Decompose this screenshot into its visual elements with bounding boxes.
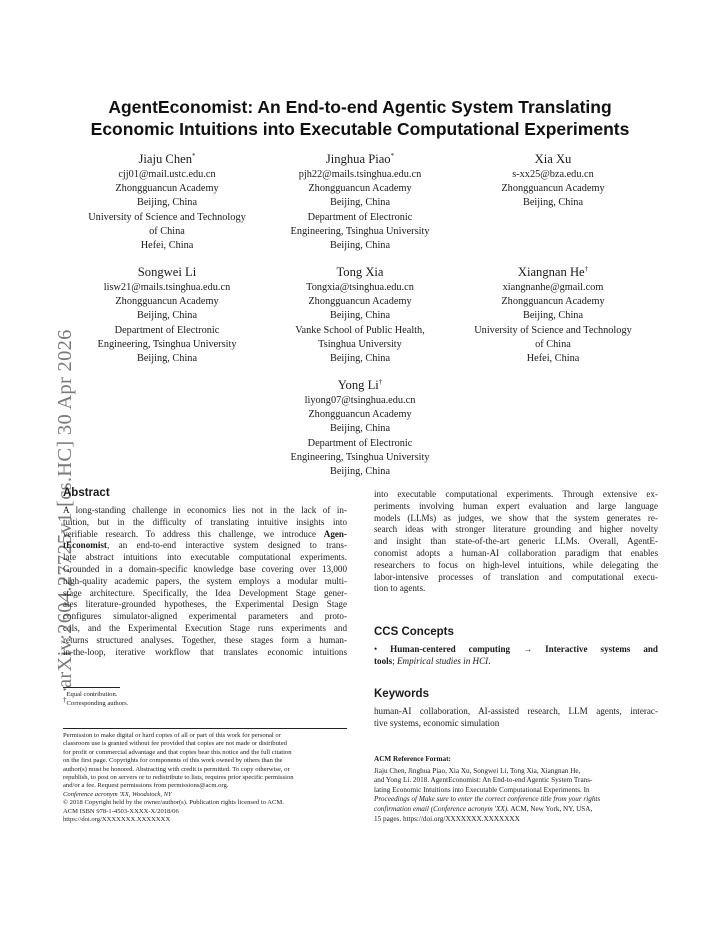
abstract-line: models (LLMs) as judges, we show that the system generates re- <box>374 512 658 523</box>
abstract-line: Grounded in a domain-specific knowledge base covering over 13,000 <box>63 563 347 574</box>
author-affiliation: Beijing, China <box>136 310 198 322</box>
author-name <box>72 151 262 168</box>
author-affiliation: Beijing, China <box>329 310 391 322</box>
author-affiliation: of China <box>149 225 185 237</box>
abstract-line: high-quality academic papers, the system employs a modular multi- <box>63 575 347 586</box>
author-name-text: Tong Xia <box>336 265 384 279</box>
author-affiliation: Department of Electronic <box>307 211 413 223</box>
author-email: cjj01@mail.ustc.edu.cn <box>118 169 216 180</box>
author-email: lisw21@mails.tsinghua.edu.cn <box>103 282 231 293</box>
author-affiliation: Department of Electronic <box>307 437 413 449</box>
abstract-left-column <box>63 505 347 658</box>
author-mark: † <box>378 377 383 386</box>
title-line-2: Economic Intuitions into Executable Computational Experiments <box>90 119 630 139</box>
footnote-corresponding: †Corresponding authors. <box>63 695 129 707</box>
acm-reference-line: lating Economic Intuitions into Executable Computational Experiments. In <box>374 785 590 794</box>
keywords-line: human-AI collaboration, AI-assisted research, LLM agents, interac- <box>374 706 658 716</box>
author-name <box>458 264 648 281</box>
permission-line: and/or a fee. Request permissions from permissions@acm.org. <box>63 782 229 790</box>
author-name <box>265 377 455 394</box>
author-affiliation: Beijing, China <box>136 353 198 365</box>
abstract-line: conomist adopts a human-AI collaboration paradigm that enables <box>374 547 658 558</box>
permission-line: for profit or commercial advantage and that copies bear this notice and the full citation <box>63 748 292 756</box>
abstract-line: configures simulator-aligned experimental parameters and proto- <box>63 611 347 622</box>
author-affiliation: Beijing, China <box>329 466 391 478</box>
ccs-heading: CCS Concepts <box>374 626 454 638</box>
author-affiliation: Beijing, China <box>522 197 584 209</box>
author-email: liyong07@tsinghua.edu.cn <box>304 395 416 406</box>
author-affiliation: Zhongguancun Academy <box>115 296 219 308</box>
acm-reference-line: Jiaju Chen, Jinghua Piao, Xia Xu, Songwei Li, Tong Xia, Xiangnan He, <box>374 766 581 775</box>
doi-link[interactable]: https://doi.org/XXXXXXX.XXXXXXX <box>63 816 171 824</box>
permission-line: classroom use is granted without fee provided that copies are not made or distributed <box>63 740 287 748</box>
author-name <box>265 151 455 168</box>
author-name-text: Yong Li <box>337 378 379 392</box>
author-name-text: Xiangnan He <box>517 265 585 279</box>
acm-reference-heading: ACM Reference Format: <box>374 755 451 763</box>
author-affiliation: Beijing, China <box>329 240 391 252</box>
author-affiliation: Beijing, China <box>136 197 198 209</box>
author-affiliation: Beijing, China <box>522 310 584 322</box>
author-affiliation: Tsinghua University <box>318 338 402 350</box>
ccs-period: . <box>488 655 491 666</box>
arxiv-stamp-text: arXiv:2604.27725v1 [cs.HC] 30 Apr 2026 <box>54 329 76 688</box>
footnotes <box>63 687 129 708</box>
footnote-equal-text: Equal contribution. <box>66 691 118 699</box>
ccs-subconcept: Empirical studies in HCI <box>397 655 489 666</box>
abstract-line: search ideas with stronger literature grounding and higher novelty <box>374 524 658 535</box>
abstract-bold-name: tEconomist <box>63 540 107 551</box>
author-name-text: Jinghua Piao <box>325 152 391 166</box>
author-affiliation: of China <box>535 338 571 350</box>
abstract-line: verifiable research. To address this challenge, we introduce Agen- <box>63 528 347 539</box>
author-block <box>72 151 262 253</box>
ccs-concept: tools <box>374 655 393 666</box>
author-block <box>458 151 648 211</box>
copyright-line: © 2018 Copyright held by the owner/author(s). Publication rights licensed to ACM. <box>63 799 284 807</box>
acm-reference-venue: confirmation email (Conference acronym 'XX). <box>374 804 509 813</box>
author-email: pjh22@mails.tsinghua.edu.cn <box>298 169 422 180</box>
author-affiliation: Zhongguancun Academy <box>501 296 605 308</box>
abstract-line: into executable computational experiments. Through extensive ex- <box>374 489 658 499</box>
ccs-bullet: • <box>374 644 378 654</box>
paper-title <box>60 96 660 140</box>
author-affiliation: Zhongguancun Academy <box>115 183 219 195</box>
ccs-line <box>374 656 658 668</box>
abstract-line: ates literature-grounded hypotheses, the Experimental Design Stage <box>63 599 347 610</box>
acm-reference-line: and Yong Li. 2018. AgentEconomist: An End-to-end Agentic System Trans- <box>374 776 593 785</box>
keywords-heading: Keywords <box>374 688 429 700</box>
author-name-text: Xia Xu <box>534 152 572 166</box>
ccs-concept: Human-centered computing → Interactive systems and <box>390 644 658 654</box>
author-affiliation: University of Science and Technology <box>474 324 632 336</box>
arxiv-stamp <box>14 258 76 688</box>
title-line-1: AgentEconomist: An End-to-end Agentic System Translating <box>108 97 612 117</box>
abstract-line: stage architecture. Specifically, the Idea Development Stage gener- <box>63 587 347 598</box>
footnote-equal: *Equal contribution. <box>63 687 118 699</box>
acm-reference <box>374 755 658 824</box>
abstract-line: periments involving human expert evaluation and large language <box>374 500 658 511</box>
abstract-bold-name: Agen- <box>323 528 347 539</box>
author-affiliation: University of Science and Technology <box>88 211 246 223</box>
abstract-line: A long-standing challenge in economics lies not in the lack of in- <box>63 505 347 515</box>
ccs-line <box>374 644 658 656</box>
ccs-separator: ; <box>392 655 397 666</box>
author-affiliation: Vanke School of Public Health, <box>295 324 425 336</box>
abstract-line: tion to agents. <box>374 583 426 594</box>
copyright-line: ACM ISBN 978-1-4503-XXXX-X/2018/06 <box>63 807 179 815</box>
author-affiliation: Engineering, Tsinghua University <box>290 225 430 237</box>
author-affiliation: Beijing, China <box>329 353 391 365</box>
abstract-heading: Abstract <box>63 487 110 499</box>
abstract-line: late abstract intuitions into executable computational experiments. <box>63 552 347 563</box>
author-affiliation: Hefei, China <box>140 240 194 252</box>
author-affiliation: Zhongguancun Academy <box>308 183 412 195</box>
acm-reference-publisher: ACM, New York, NY, USA, <box>508 804 593 813</box>
acm-reference-line <box>374 805 658 815</box>
permission-rule <box>63 728 347 729</box>
author-affiliation: Beijing, China <box>329 423 391 435</box>
author-affiliation: Beijing, China <box>329 197 391 209</box>
acm-reference-line: Proceedings of Make sure to enter the correct conference title from your rights <box>374 795 601 804</box>
author-affiliation: Zhongguancun Academy <box>501 183 605 195</box>
abstract-line: researchers to focus on high-level intuitions, while delegating the <box>374 559 658 570</box>
ccs-body <box>374 644 658 668</box>
footnote-rule <box>63 687 120 688</box>
author-block <box>265 151 455 253</box>
abstract-line: returns structured analyses. Together, these stages form a human- <box>63 634 347 645</box>
author-name-text: Jiaju Chen <box>138 152 193 166</box>
conference-line: Conference acronym 'XX, Woodstock, NY <box>63 790 172 798</box>
permission-block <box>63 732 347 824</box>
abstract-line: and insight than state-of-the-art generic LLMs. Overall, AgentE- <box>374 536 658 547</box>
author-mark: * <box>192 151 196 160</box>
permission-line: author(s) must be honored. Abstracting with credit is permitted. To copy otherwise, or <box>63 765 290 773</box>
author-block <box>265 264 455 366</box>
abstract-line: in-the-loop, iterative workflow that translates economic intuitions <box>63 646 347 657</box>
author-affiliation: Hefei, China <box>526 353 580 365</box>
author-mark: † <box>584 264 589 273</box>
abstract-line: tuition, but in the difficulty of translating intuitive insights into <box>63 516 347 527</box>
author-affiliation: Engineering, Tsinghua University <box>290 451 430 463</box>
author-affiliation: Department of Electronic <box>114 324 220 336</box>
permission-line: republish, to post on servers or to redistribute to lists, requires prior specific permission <box>63 774 294 782</box>
author-name <box>72 264 262 281</box>
abstract-right-column <box>374 489 658 595</box>
author-name-text: Songwei Li <box>137 265 197 279</box>
author-name <box>458 151 648 168</box>
author-email: s-xx25@bza.edu.cn <box>512 169 594 180</box>
permission-line: on the first page. Copyrights for components of this work owned by others than the <box>63 757 283 765</box>
keywords-body <box>374 706 658 730</box>
author-affiliation: Zhongguancun Academy <box>308 409 412 421</box>
keywords-line: tive systems, economic simulation <box>374 717 500 728</box>
author-name <box>265 264 455 281</box>
author-mark: * <box>390 151 395 160</box>
abstract-line: cols, and the Experimental Execution Stage runs experiments and <box>63 622 347 633</box>
author-affiliation: Engineering, Tsinghua University <box>97 338 237 350</box>
author-block <box>458 264 648 366</box>
acm-reference-line: 15 pages. https://doi.org/XXXXXXX.XXXXXXX <box>374 814 520 823</box>
author-block <box>265 377 455 479</box>
permission-line: Permission to make digital or hard copies of all or part of this work for personal or <box>63 732 281 739</box>
author-email: xiangnanhe@gmail.com <box>502 282 604 293</box>
author-email: Tongxia@tsinghua.edu.cn <box>306 282 414 293</box>
author-block <box>72 264 262 366</box>
footnote-corresponding-text: Corresponding authors. <box>66 699 129 707</box>
author-affiliation: Zhongguancun Academy <box>308 296 412 308</box>
abstract-line: labor-intensive processes of translation and computational execu- <box>374 571 658 582</box>
abstract-line: tEconomist, an end-to-end interactive system designed to trans- <box>63 540 347 551</box>
